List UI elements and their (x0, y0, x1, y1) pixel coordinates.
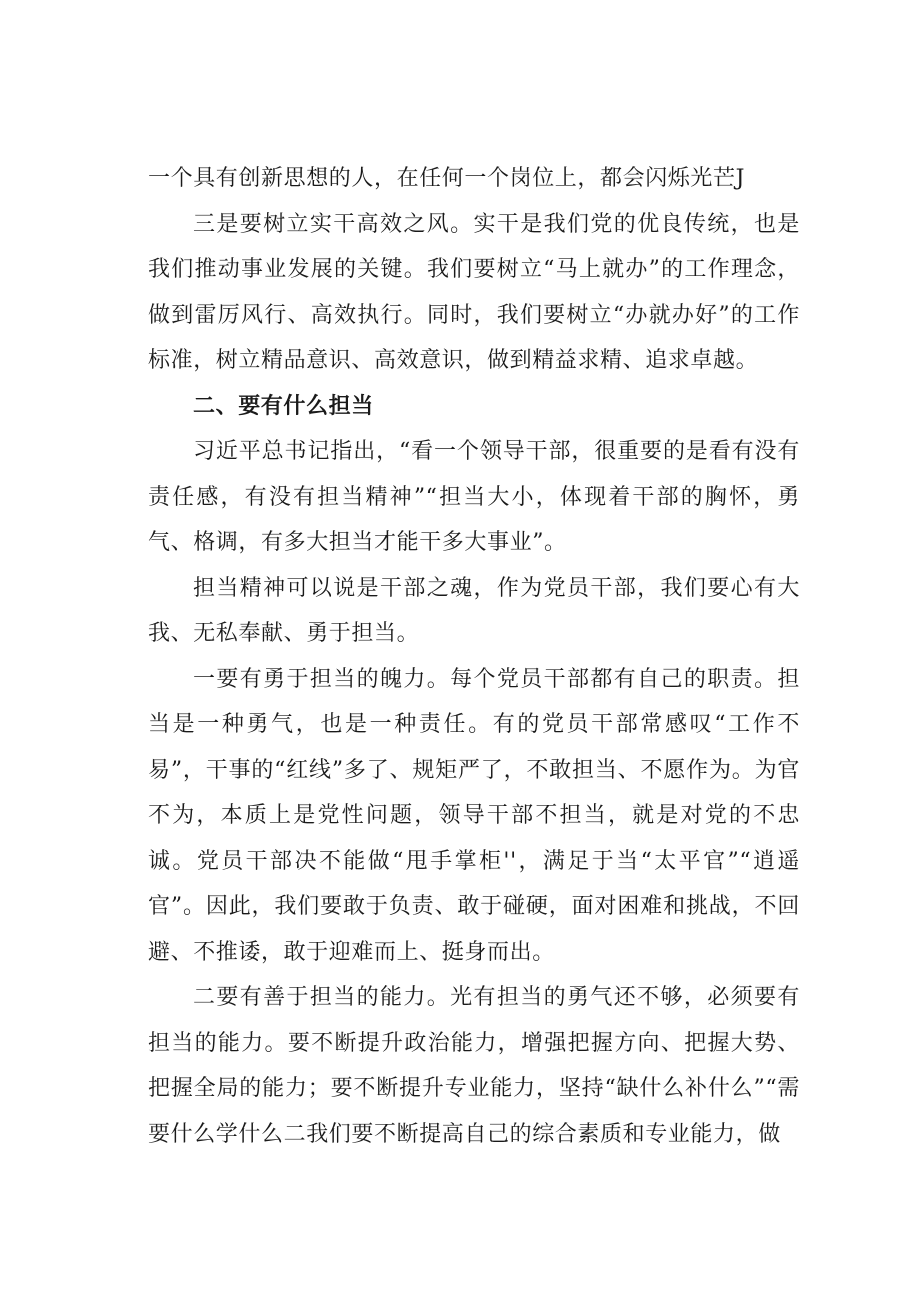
section-heading: 二、要有什么担当 (193, 393, 374, 419)
body-paragraph: 习近平总书记指出，“看一个领导干部，很重要的是看有没有责任感，有没有担当精神”“担当大小，体现着干部的胸怀，勇气、格调，有多大担当才能干多大事业”。 (148, 439, 800, 555)
body-paragraph: 二要有善于担当的能力。光有担当的勇气还不够，必须要有担当的能力。要不断提升政治能力，增强把握方向、把握大势、把握全局的能力；要不断提升专业能力，坚持“缺什么补什么”“需要什么学什么二我们要不断提高自己的综合素质和专业能力，做 (148, 985, 800, 1147)
body-paragraph: 一个具有创新思想的人，在任何一个岗位上，都会闪烁光芒J (148, 166, 746, 191)
body-paragraph: 一要有勇于担当的魄力。每个党员干部都有自己的职责。担当是一种勇气，也是一种责任。有的党员干部常感叹“工作不易”，干事的“红线”多了、规矩严了，不敢担当、不愿作为。为官不为，本质上是党性问题，领导干部不担当，就是对党的不忠诚。党员干部决不能做“甩手掌柜''，满足于当“太平官”“逍遥官”。因此，我们要敢于负责、敢于碰硬，面对困难和挑战，不回避、不推诿，敢于迎难而上、挺身而出。 (148, 666, 800, 965)
body-paragraph: 担当精神可以说是干部之魂，作为党员干部，我们要心有大我、无私奉献、勇于担当。 (148, 575, 800, 646)
body-paragraph: 三是要树立实干高效之风。实干是我们党的优良传统，也是我们推动事业发展的关键。我们要树立“马上就办”的工作理念，做到雷厉风行、高效执行。同时，我们要树立“办就办好”的工作标准，树立精品意识、高效意识，做到精益求精、追求卓越。 (148, 211, 800, 373)
document-body (148, 156, 800, 1157)
